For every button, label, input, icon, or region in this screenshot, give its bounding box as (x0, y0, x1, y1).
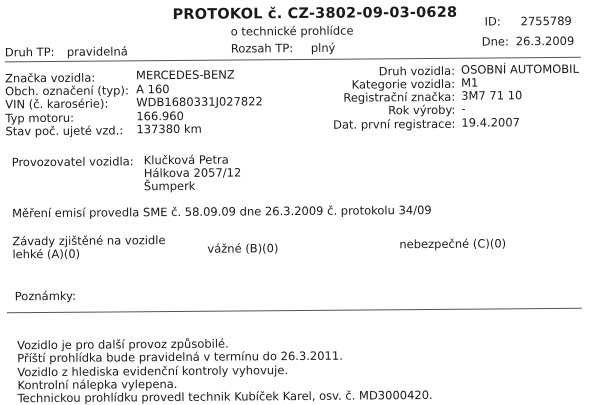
vehicle-label-brand: Značka vozidla: (4, 70, 96, 86)
vehicle-label-mileage: Stav poč. ujeté vzd.: (5, 123, 124, 139)
date-value: 26.3.2009 (515, 33, 575, 49)
vehicle-label-kind: Druh vozidla: (378, 63, 456, 79)
conclusion-line-2: Příští prohlídka bude pravidelná v termínu do 26.3.2011. (17, 348, 343, 366)
conclusion-line-1: Vozidlo je pro další provoz způsobilé. (17, 336, 229, 353)
vehicle-value-engine: 166.960 (136, 108, 184, 124)
notes-divider (7, 308, 582, 314)
protocol-subtitle: o technické prohlídce (230, 23, 354, 39)
date-label: Dne: (481, 34, 509, 49)
vehicle-label-plate: Registrační značka: (343, 89, 456, 105)
operator-label: Provozovatel vozidla: (11, 154, 134, 170)
operator-street: Hálkova 2057/12 (143, 165, 242, 181)
vehicle-value-category: M1 (461, 75, 479, 90)
vehicle-label-first-registration: Dat. první registrace: (333, 116, 456, 132)
notes-label: Poznámky: (14, 288, 77, 304)
vehicle-label-category: Kategorie vozidla: (351, 76, 456, 92)
conclusion-line-5: Technickou prohlídku provedl technik Kubíček Karel, osv. č. MD3000420. (17, 387, 433, 405)
defects-serious: vážné (B)(0) (207, 241, 279, 256)
rozsah-tp-value: plný (310, 40, 336, 55)
vehicle-value-vin: WDB1680331J027822 (136, 94, 263, 110)
vehicle-value-kind: OSOBNÍ AUTOMOBIL (460, 61, 580, 77)
vehicle-value-brand: MERCEDES-BENZ (135, 67, 235, 83)
conclusion-line-4: Kontrolní nálepka vylepena. (17, 376, 178, 393)
vehicle-value-year: - (461, 101, 466, 116)
vehicle-value-plate: 3M7 71 10 (461, 88, 523, 103)
vehicle-value-type: A 160 (136, 82, 170, 97)
emissions-statement: Měření emisí provedla SME č. 58.09.09 dne 26.3.2009 č. protokolu 34/09 (12, 202, 432, 221)
vehicle-label-type: Obch. označení (typ): (5, 83, 129, 99)
vehicle-label-engine: Typ motoru: (5, 110, 75, 126)
druh-tp-label: Druh TP: (4, 44, 55, 60)
conclusion-line-3: Vozidlo z hlediska evidenční kontroly vyhovuje. (17, 363, 289, 380)
id-label: ID: (484, 14, 501, 29)
defects-label: Závady zjištěné na vozidle (12, 233, 166, 249)
operator-name: Klučková Petra (143, 152, 229, 168)
vehicle-value-mileage: 137380 km (136, 121, 202, 137)
id-value: 2755789 (520, 13, 572, 29)
defects-dangerous: nebezpečné (C)(0) (399, 236, 507, 252)
rozsah-tp-label: Rozsah TP: (230, 41, 294, 56)
vehicle-label-vin: VIN (č. karosérie): (5, 96, 109, 112)
defects-light: lehké (A)(0) (12, 246, 81, 262)
protocol-title: PROTOKOL č. CZ-3802-09-03-0628 (172, 4, 458, 23)
vehicle-value-first-registration: 19.4.2007 (461, 115, 520, 130)
vehicle-label-year: Rok výroby: (388, 102, 456, 118)
druh-tp-value: pravidelná (66, 44, 128, 59)
operator-city: Šumperk (143, 178, 196, 194)
